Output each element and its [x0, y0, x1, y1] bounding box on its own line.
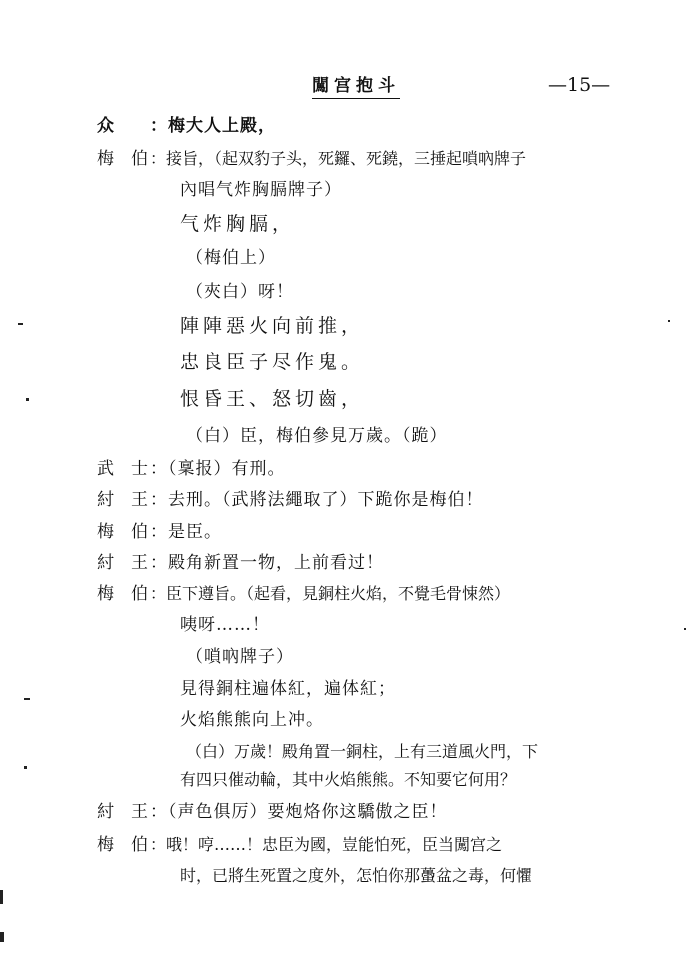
scan-speck — [24, 698, 30, 700]
script-line: ：臣下遵旨。（起看，見銅柱火焰，不覺毛骨悚然） — [150, 584, 511, 603]
page-number: —15— — [548, 74, 611, 96]
script-line: （白）臣，梅伯參見万歲。（跪） — [186, 426, 448, 446]
scan-speck — [18, 323, 23, 325]
running-title: 闖宫抱斗 — [312, 76, 400, 99]
speaker-label: 紂 王 — [97, 553, 148, 573]
script-line: ：去刑。（武將法繩取了）下跪你是梅伯！ — [150, 490, 484, 510]
script-line: ：接旨，（起双豹子头，死鑼、死鐃，三捶起嗩吶牌子 — [150, 149, 527, 168]
speaker-label: 众 — [97, 116, 114, 136]
script-line: ：（声色俱厉）要炮烙你这驕傲之臣！ — [150, 802, 448, 822]
verse-line: 忠良臣子尽作鬼。 — [180, 351, 365, 373]
scan-speck — [0, 932, 4, 942]
script-line: ：梅大人上殿， — [150, 116, 276, 136]
speaker-label: 紂 王 — [97, 802, 148, 822]
scan-speck — [0, 890, 3, 904]
stage-direction: （夾白）呀！ — [186, 282, 294, 302]
script-line: 有四只催动輪，其中火焰熊熊。不知要它何用？ — [180, 770, 517, 789]
script-line: ：哦！哼……！忠臣为國，豈能怕死，臣当闖宫之 — [150, 835, 503, 854]
script-line: ：殿角新置一物，上前看过！ — [150, 553, 384, 573]
verse-line: 恨昏王、怒切齒， — [180, 388, 365, 410]
scan-speck — [26, 398, 29, 401]
speaker-label: 梅 伯 — [97, 835, 148, 855]
speaker-label: 梅 伯 — [97, 149, 148, 169]
verse-line: 气炸胸膈， — [180, 213, 296, 235]
stage-direction: （梅伯上） — [186, 248, 276, 268]
scan-speck — [668, 320, 670, 322]
script-line: 时，已將生死置之度外，怎怕你那蠆盆之毒，何懼 — [180, 866, 533, 885]
script-line: 內唱气炸胸膈牌子） — [180, 180, 342, 200]
script-line: ：是臣。 — [150, 522, 222, 542]
script-line: 見得銅柱遍体紅，遍体紅； — [180, 679, 396, 699]
script-line: （白）万歲！殿角置一銅柱，上有三道風火門，下 — [186, 742, 539, 761]
scan-speck — [24, 766, 27, 769]
script-line: 火焰熊熊向上冲。 — [180, 710, 324, 730]
speaker-label: 梅 伯 — [97, 584, 148, 604]
verse-line: 陣陣惡火向前推， — [180, 315, 365, 337]
speaker-label: 梅 伯 — [97, 522, 148, 542]
script-line: ：（稟报）有刑。 — [150, 459, 286, 479]
speaker-label: 紂 王 — [97, 490, 148, 510]
stage-direction: （嗩吶牌子） — [186, 647, 294, 667]
speaker-label: 武 士 — [97, 459, 148, 479]
scan-speck — [684, 628, 686, 630]
script-line: 咦呀……！ — [180, 615, 270, 635]
